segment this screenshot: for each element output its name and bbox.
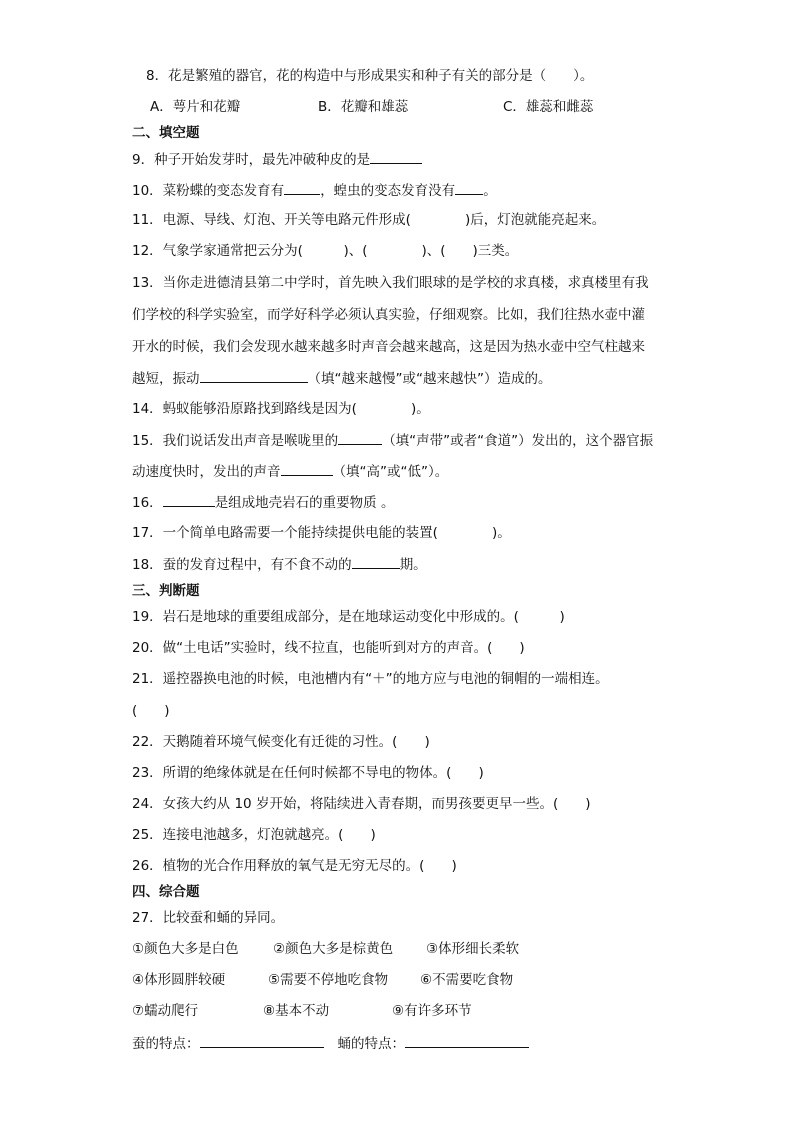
q15-answer-blank-2[interactable]: [281, 462, 333, 476]
question-13-line-4: [132, 369, 551, 388]
question-14: 14．蚂蚁能够沿原路找到路线是因为( )。: [132, 401, 430, 417]
q15-answer-blank-1[interactable]: [338, 431, 382, 445]
question-10: [132, 181, 497, 200]
q8-option-a: A．萼片和花瓣: [150, 99, 241, 115]
question-9: [132, 150, 422, 169]
question-16: [132, 493, 394, 512]
q27-item-8: ⑧基本不动: [263, 1003, 330, 1019]
q27-item-1: ①颜色大多是白色: [132, 941, 239, 957]
q10-answer-blank-1[interactable]: [284, 181, 320, 195]
silkworm-traits-label: 蚕的特点：: [132, 1036, 200, 1052]
q15-text-b: （填“声带”或者“食道”）发出的，这个器官振: [382, 433, 654, 449]
q27-item-2: ②颜色大多是棕黄色: [273, 941, 394, 957]
question-21-line-1: 21．遥控器换电池的时候，电池槽内有“＋”的地方应与电池的铜帽的一端相连。: [132, 671, 609, 687]
q27-item-4: ④体形圆胖较硬: [132, 972, 226, 988]
pupa-traits-label: 蛹的特点：: [337, 1036, 405, 1052]
q27-answer-row: [132, 1034, 529, 1053]
q18-text-b: 期。: [399, 557, 427, 573]
question-20: 20．做“土电话”实验时，线不拉直，也能听到对方的声音。( ): [132, 640, 525, 656]
q8-option-b: B．花瓣和雄蕊: [318, 99, 409, 115]
question-8: 8．花是繁殖的器官，花的构造中与形成果实和种子有关的部分是（ ）。: [146, 68, 594, 84]
question-21-line-2: ( ): [132, 703, 170, 719]
question-27: 27．比较蚕和蛹的异同。: [132, 910, 285, 926]
q18-answer-blank[interactable]: [352, 555, 400, 569]
q13-answer-blank[interactable]: [200, 369, 308, 383]
q8-option-c: C．雄蕊和雌蕊: [503, 99, 594, 115]
q27-item-9: ⑨有许多环节: [392, 1003, 472, 1019]
q15-text-c: 动速度快时，发出的声音: [132, 464, 281, 480]
q15-text-a: 15．我们说话发出声音是喉咙里的: [132, 433, 339, 449]
question-26: 26．植物的光合作用释放的氧气是无穷无尽的。( ): [132, 858, 457, 874]
question-15-line-2: [132, 462, 448, 481]
q10-text-c: 。: [483, 183, 497, 199]
q10-text-a: 10．菜粉蝶的变态发育有: [132, 183, 285, 199]
q27-item-5: ⑤需要不停地吃食物: [268, 972, 389, 988]
q9-answer-blank[interactable]: [370, 150, 422, 164]
q10-answer-blank-2[interactable]: [455, 181, 483, 195]
question-22: 22．天鹅随着环境气候变化有迁徙的习性。( ): [132, 734, 430, 750]
question-13-line-3: 开水的时候，我们会发现水越来越多时声音会越来越高，这是因为热水壶中空气柱越来: [132, 339, 645, 355]
q27-item-7: ⑦蠕动爬行: [132, 1003, 199, 1019]
q18-text-a: 18．蚕的发育过程中，有不食不动的: [132, 557, 352, 573]
q16-text-a: 16．: [132, 495, 163, 511]
pupa-traits-blank[interactable]: [405, 1034, 529, 1048]
question-25: 25．连接电池越多，灯泡就越亮。( ): [132, 827, 376, 843]
q16-answer-blank[interactable]: [163, 493, 215, 507]
q13-text-b: （填“越来越慢”或“越来越快”）造成的。: [307, 371, 552, 387]
q9-text: 9．种子开始发芽时，最先冲破种皮的是: [132, 152, 371, 168]
question-18: [132, 555, 427, 574]
q27-item-6: ⑥不需要吃食物: [420, 972, 514, 988]
question-11: 11．电源、导线、灯泡、开关等电路元件形成( )后，灯泡就能亮起来。: [132, 212, 606, 228]
question-13-line-2: 们学校的科学实验室，而学好科学必须认真实验，仔细观察。比如，我们往热水壶中灌: [132, 307, 645, 323]
question-15-line-1: [132, 431, 653, 450]
q13-text-a: 越短，振动: [132, 371, 200, 387]
section-heading-fill-in: 二、填空题: [132, 125, 200, 141]
question-24: 24．女孩大约从 10 岁开始，将陆续进入青春期，而男孩要更早一些。( ): [132, 796, 591, 812]
question-17: 17．一个简单电路需要一个能持续提供电能的装置( )。: [132, 525, 511, 541]
q15-text-d: （填“高”或“低”）。: [332, 464, 449, 480]
question-23: 23．所谓的绝缘体就是在任何时候都不导电的物体。( ): [132, 765, 484, 781]
section-heading-comprehensive: 四、综合题: [132, 884, 200, 900]
q10-text-b: ，蝗虫的变态发育没有: [320, 183, 456, 199]
section-heading-true-false: 三、判断题: [132, 583, 200, 599]
question-12: 12．气象学家通常把云分为( )、( )、( )三类。: [132, 243, 519, 259]
question-19: 19．岩石是地球的重要组成部分，是在地球运动变化中形成的。( ): [132, 609, 565, 625]
question-13-line-1: 13．当你走进德清县第二中学时，首先映入我们眼球的是学校的求真楼，求真楼里有我: [132, 275, 649, 291]
q16-text-b: 是组成地壳岩石的重要物质 。: [214, 495, 395, 511]
q27-item-3: ③体形细长柔软: [426, 941, 520, 957]
silkworm-traits-blank[interactable]: [200, 1034, 324, 1048]
